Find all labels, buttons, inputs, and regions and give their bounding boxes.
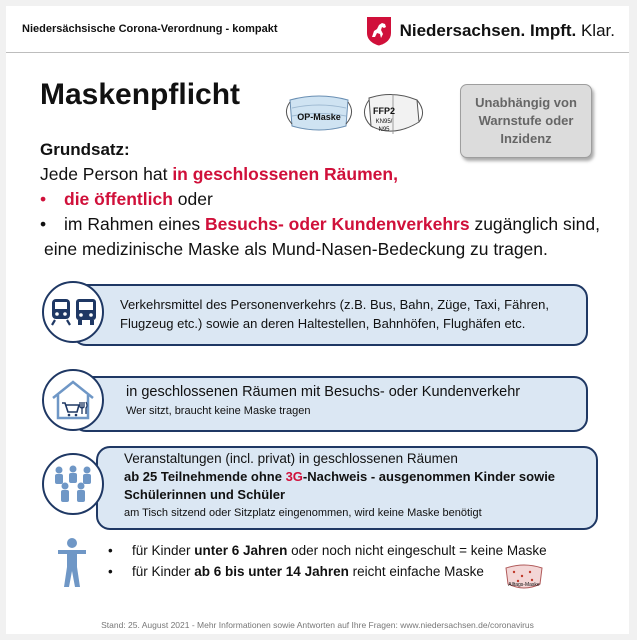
ffp2-mask-sub1: KN95/	[375, 119, 393, 125]
badge-text: Unabhängig von Warnstufe oder Inzidenz	[475, 95, 577, 146]
bullet-glyph: •	[40, 214, 47, 234]
document-title: Niedersächsische Corona-Verordnung - kompakt	[22, 23, 278, 35]
events-icon-circle	[42, 453, 104, 515]
brand-main: Niedersachsen. Impft.	[399, 21, 577, 40]
transport-line-2: Flugzeug etc.) sowie an deren Haltestellen, Bahnhöfen, Flughäfen etc.	[120, 316, 526, 331]
transport-icon-circle	[42, 281, 104, 343]
kids-1a: für Kinder	[132, 543, 195, 558]
grundsatz-line-1b: in geschlossenen Räumen,	[172, 164, 398, 184]
ffp2-mask-sub2: N95	[378, 127, 390, 133]
grundsatz-line-2	[40, 189, 213, 210]
footer-text: Stand: 25. August 2021 - Mehr Informationen sowie Antworten auf Ihre Fragen: www.niedersachsen.de/coronavirus	[101, 620, 534, 630]
indoor-line-1: in geschlossenen Räumen mit Besuchs- oder Kundenverkehr	[126, 384, 521, 400]
events-line-2c: -Nachweis - ausgenommen Kinder sowie	[302, 469, 556, 484]
events-line-2a: ab 25 Teilnehmende ohne	[124, 469, 286, 484]
kids-2a: für Kinder	[132, 564, 195, 579]
bullet-glyph: •	[40, 189, 47, 209]
transport-text	[120, 295, 549, 333]
bullet-glyph: •	[108, 543, 113, 558]
kids-1c: oder noch nicht eingeschult = keine Maske	[287, 543, 547, 558]
brand-logo	[366, 17, 615, 45]
grundsatz-line-3a: im Rahmen eines	[64, 214, 206, 234]
grundsatz-line-4: eine medizinische Maske als Mund-Nasen-Bedeckung zu tragen.	[44, 239, 548, 259]
grundsatz-line-2b: die öffentlich	[64, 189, 173, 209]
kids-line-2	[108, 564, 484, 579]
bus-icon	[75, 298, 97, 326]
grundsatz-line-3	[40, 214, 600, 235]
grundsatz-heading: Grundsatz:	[40, 140, 130, 159]
bullet-glyph: •	[108, 564, 113, 579]
kids-2b: ab 6 bis unter 14 Jahren	[194, 564, 349, 579]
header-bar	[6, 6, 629, 53]
grundsatz-line-1	[40, 164, 398, 185]
grundsatz-line-3b: Besuchs- oder Kundenverkehrs	[205, 214, 470, 234]
brand-tail: Klar.	[576, 21, 615, 40]
brand-text	[400, 21, 615, 41]
events-text	[124, 450, 555, 522]
op-mask-label: OP-Maske	[297, 112, 341, 122]
kids-2c: reicht einfache Maske	[348, 564, 484, 579]
people-group-icon	[50, 464, 96, 504]
kids-line-1	[108, 543, 547, 558]
train-icon	[50, 298, 72, 326]
page-frame	[6, 6, 629, 634]
shop-house-icon	[49, 378, 97, 422]
ffp2-mask-label: FFP2	[372, 106, 395, 116]
events-line-2	[124, 468, 555, 486]
page-title: Maskenpflicht	[40, 78, 241, 111]
grundsatz-line-1a: Jede Person hat	[40, 164, 173, 184]
events-line-3: Schülerinnen und Schüler	[124, 487, 286, 502]
alltags-mask-label: Alltags-Maske	[508, 582, 540, 588]
indoor-icon-circle	[42, 369, 104, 431]
events-3g: 3G	[285, 469, 303, 484]
grundsatz-line-3c: zugänglich sind,	[469, 214, 600, 234]
kids-1b: unter 6 Jahren	[194, 543, 288, 558]
niedersachsen-horse-icon	[366, 16, 392, 46]
indoor-text	[126, 383, 520, 421]
events-line-1: Veranstaltungen (incl. privat) in geschlossenen Räumen	[124, 451, 458, 466]
grundsatz-line-2c: oder	[172, 189, 213, 209]
transport-line-1: Verkehrsmittel des Personenverkehrs (z.B. Bus, Bahn, Züge, Taxi, Fähren,	[120, 297, 549, 312]
child-icon	[56, 537, 88, 589]
events-line-4: am Tisch sitzend oder Sitzplatz eingenommen, wird keine Maske benötigt	[124, 507, 482, 519]
indoor-line-2: Wer sitzt, braucht keine Maske tragen	[126, 405, 311, 417]
independence-badge	[460, 84, 592, 158]
